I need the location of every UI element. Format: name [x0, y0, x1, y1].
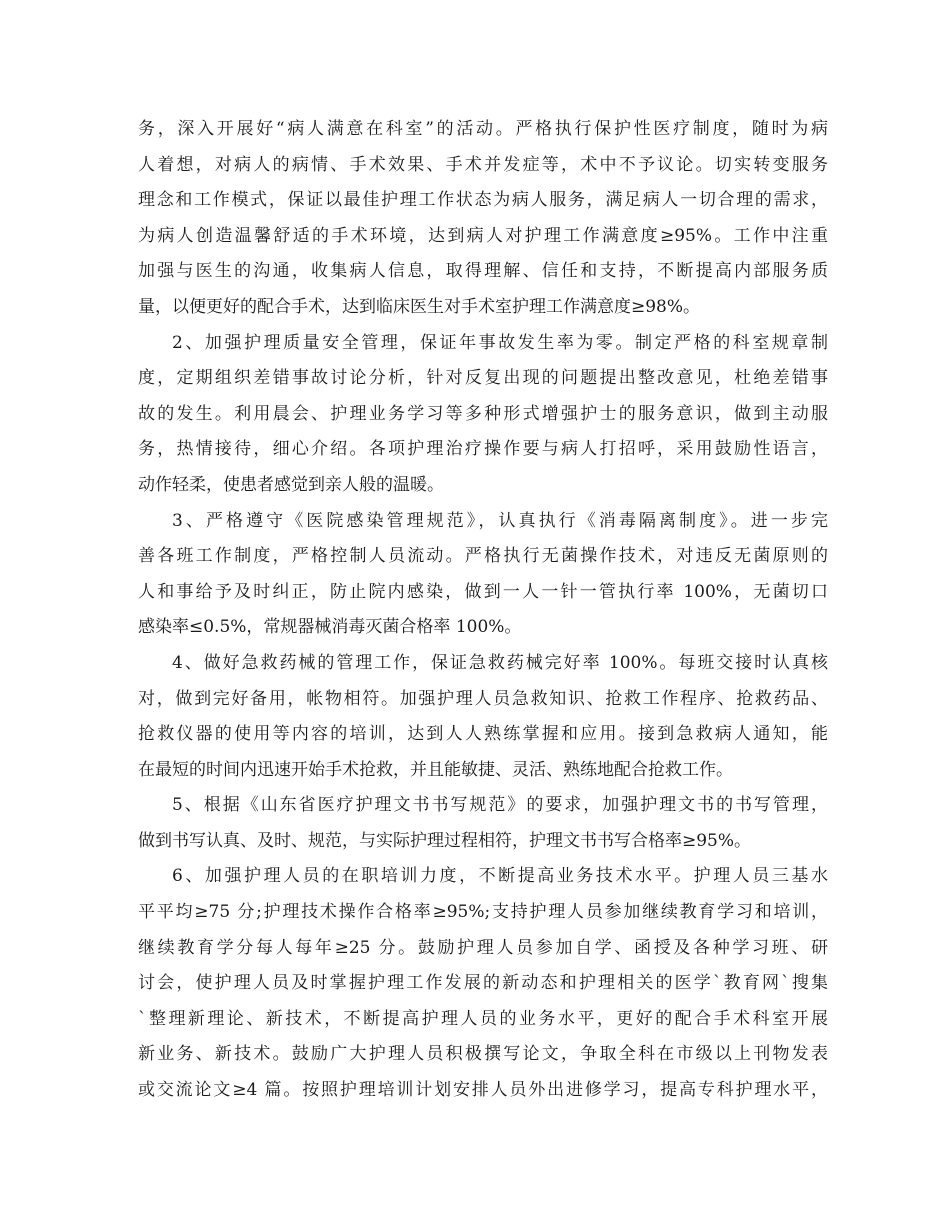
- text-line: 人和事给予及时纠正，防止院内感染，做到一人一针一管执行率 100%，无菌切口: [138, 581, 828, 602]
- document-body: [138, 112, 828, 1109]
- text-line: 度，定期组织差错事故讨论分析，针对反复出现的问题提出整改意见，杜绝差错事: [138, 368, 828, 389]
- text-line: 继续教育学分每人每年≥25 分。鼓励护理人员参加自学、函授及各种学习班、研: [138, 937, 828, 958]
- text-line: 3、严格遵守《医院感染管理规范》，认真执行《消毒隔离制度》。进一步完: [172, 510, 828, 531]
- text-line: 5、根据《山东省医疗护理文书书写规范》的要求，加强护理文书的书写管理，: [172, 795, 828, 816]
- text-line: 在最短的时间内迅速开始手术抢救，并且能敏捷、灵活、熟练地配合抢救工作。: [138, 759, 733, 780]
- text-line: 人着想，对病人的病情、手术效果、手术并发症等，术中不予议论。切实转变服务: [138, 154, 828, 175]
- text-line: 新业务、新技术。鼓励广大护理人员积极撰写论文，争取全科在市级以上刊物发表: [138, 1044, 828, 1065]
- text-line: 做到书写认真、及时、规范，与实际护理过程相符，护理文书书写合格率≥95%。: [138, 830, 752, 851]
- text-line: 2、加强护理质量安全管理，保证年事故发生率为零。制定严格的科室规章制: [172, 332, 828, 353]
- text-line: 或交流论文≥4 篇。按照护理培训计划安排人员外出进修学习，提高专科护理水平，: [138, 1080, 828, 1101]
- text-line: 讨会，使护理人员及时掌握护理工作发展的新动态和护理相关的医学`教育网`搜集: [138, 973, 828, 994]
- text-line: 故的发生。利用晨会、护理业务学习等多种形式增强护士的服务意识，做到主动服: [138, 403, 828, 424]
- text-line: 动作轻柔，使患者感觉到亲人般的温暖。: [138, 474, 444, 495]
- text-line: 量，以便更好的配合手术，达到临床医生对手术室护理工作满意度≥98%。: [138, 296, 701, 317]
- text-line: 务，深入开展好“病人满意在科室”的活动。严格执行保护性医疗制度，随时为病: [138, 119, 828, 139]
- text-line: 务，热情接待，细心介绍。各项护理治疗操作要与病人打招呼，采用鼓励性语言，: [138, 439, 828, 460]
- text-line: 平平均≥75 分;护理技术操作合格率≥95%;支持护理人员参加继续教育学习和培训，: [138, 902, 828, 923]
- text-line: `整理新理论、新技术，不断提高护理人员的业务水平，更好的配合手术科室开展: [138, 1008, 828, 1029]
- text-line: 抢救仪器的使用等内容的培训，达到人人熟练掌握和应用。接到急救病人通知，能: [138, 724, 828, 745]
- text-line: 善各班工作制度，严格控制人员流动。严格执行无菌操作技术，对违反无菌原则的: [138, 546, 828, 567]
- text-line: 感染率≤0.5%，常规器械消毒灭菌合格率 100%。: [138, 617, 522, 638]
- text-line: 4、做好急救药械的管理工作，保证急救药械完好率 100%。每班交接时认真核: [172, 652, 828, 673]
- text-line: 为病人创造温馨舒适的手术环境，达到病人对护理工作满意度≥95%。工作中注重: [138, 225, 828, 246]
- text-line: 理念和工作模式，保证以最佳护理工作状态为病人服务，满足病人一切合理的需求，: [138, 190, 828, 211]
- text-line: 对，做到完好备用，帐物相符。加强护理人员急救知识、抢救工作程序、抢救药品、: [138, 688, 828, 709]
- text-line: 6、加强护理人员的在职培训力度，不断提高业务技术水平。护理人员三基水: [172, 866, 828, 887]
- text-line: 加强与医生的沟通，收集病人信息，取得理解、信任和支持，不断提高内部服务质: [138, 261, 828, 282]
